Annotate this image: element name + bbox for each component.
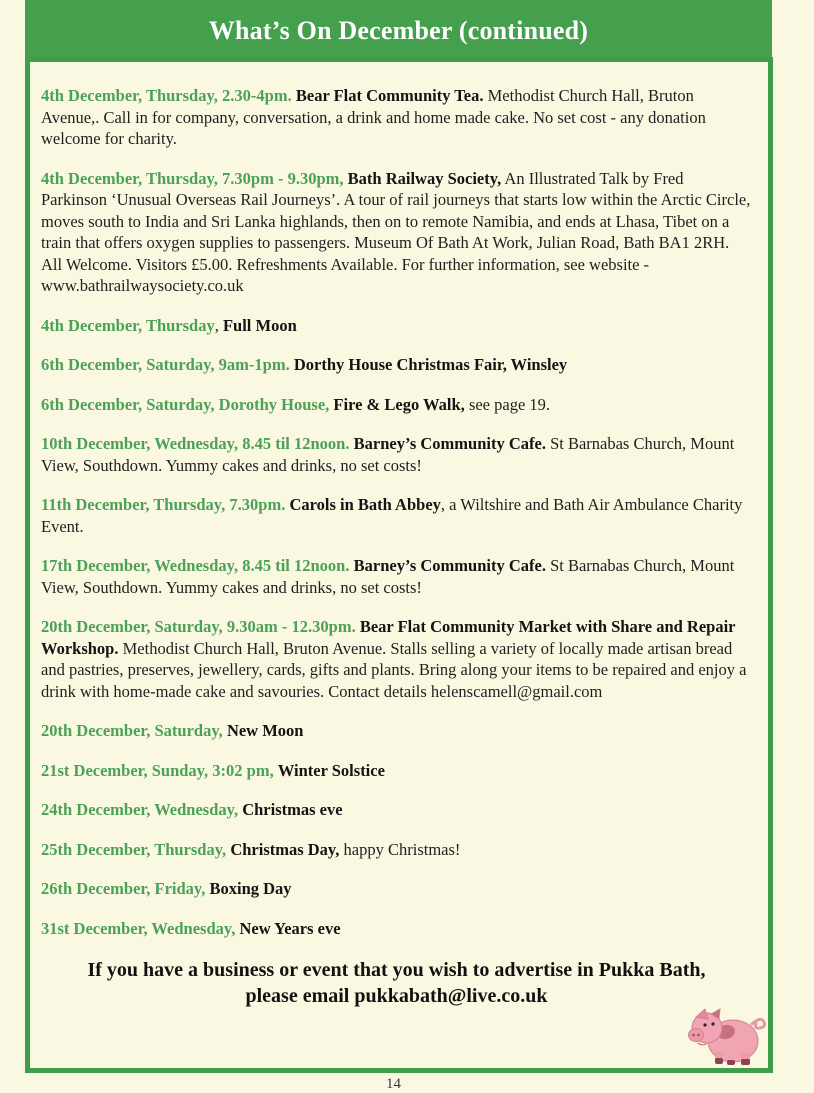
page-header [25,0,772,57]
advertise-note-line2: please email pukkabath@live.co.uk [245,985,548,1007]
event-description: see page 19. [464,394,551,414]
event-title: Barney’s Community Cafe. [353,434,546,453]
event-date: 24th December, Wednesday, [41,800,239,819]
event-item [41,839,752,861]
event-item [41,315,752,337]
event-date: 20th December, Saturday, 9.30am - 12.30pm. [41,617,356,636]
event-item [41,394,752,416]
event-date: 17th December, Wednesday, 8.45 til 12noon. [41,556,350,575]
event-date: 20th December, Saturday, [41,721,223,740]
event-title: Boxing Day [209,879,292,898]
page-title: What’s On December (continued) [208,15,589,45]
event-title: Carols in Bath Abbey [289,495,441,514]
event-item [41,918,752,940]
event-title: Barney’s Community Cafe. [353,556,546,575]
event-date: 26th December, Friday, [41,879,206,898]
event-date: 21st December, Sunday, 3:02 pm, [41,760,274,780]
event-title: Christmas eve [242,800,343,819]
event-item [41,494,752,537]
event-date: 11th December, Thursday, 7.30pm. [41,495,286,514]
event-description: , a Wiltshire and Bath Air Ambulance Charity Event. [41,495,743,536]
event-description: Methodist Church Hall, Bruton Avenue. Stalls selling a variety of locally made artisan bread and pastries, preserves, jewellery, cards, gifts and plants. Bring along your items to be repaired and enjoy a drink with home-made cake and savouries. Contact details helenscamell@gmail.com [41,638,747,701]
event-item [41,555,752,598]
event-title: Bath Railway Society, [347,168,502,188]
event-title: Bear Flat Community Market with Share and Repair Workshop. [41,617,736,658]
event-description: St Barnabas Church, Mount View, Southdown. Yummy cakes and drinks, no set costs! [41,556,735,597]
event-date: 4th December, Thursday [41,315,215,335]
event-item [41,85,752,150]
event-date: 25th December, Thursday, [41,839,227,859]
event-item [41,354,752,376]
event-date: 31st December, Wednesday, [41,918,236,938]
event-date: 4th December, Thursday, 2.30-4pm. [41,86,292,105]
event-item [41,616,752,702]
event-date: 10th December, Wednesday, 8.45 til 12noon. [41,434,350,453]
event-item [41,433,752,476]
event-item [41,799,752,821]
event-title: New Years eve [239,918,341,938]
event-description: Methodist Church Hall, Bruton Avenue,. Call in for company, conversation, a drink and home made cake. No set cost - any donation welcome for charity. [41,86,706,148]
event-title: Dorthy House Christmas Fair, Winsley [293,355,568,374]
events-panel [25,57,773,1073]
event-title: Bear Flat Community Tea. [295,86,484,105]
event-description: happy Christmas! [339,839,461,859]
event-description: An Illustrated Talk by Fred Parkinson ‘Unusual Overseas Rail Journeys’. A tour of rail journeys that starts low within the Arctic Circle, moves south to India and Sri Lanka highlands, then on to remote Namibia, and ends at Lhasa, Tibet on a train that offers oxygen supplies to passengers. Museum Of Bath At Work, Julian Road, Bath BA1 2RH. All Welcome. Visitors £5.00. Refreshments Available. For further information, see website - www.bathrailwaysociety.co.uk [41,168,751,295]
advertise-note-line1: If you have a business or event that you wish to advertise in Pukka Bath, [87,959,706,981]
event-title: Fire & Lego Walk, [333,394,465,414]
event-date: 6th December, Saturday, 9am-1pm. [41,355,290,374]
event-separator: , [214,315,223,335]
pig-illustration [688,1002,772,1066]
event-title: Winter Solstice [277,760,385,780]
advertise-note [41,957,752,1009]
event-title: New Moon [226,721,304,740]
event-item [41,168,752,297]
event-title: Christmas Day, [230,839,340,859]
event-title: Full Moon [222,315,297,335]
event-description: St Barnabas Church, Mount View, Southdown. Yummy cakes and drinks, no set costs! [41,434,735,475]
event-date: 4th December, Thursday, 7.30pm - 9.30pm, [41,168,344,188]
events-list [41,85,752,939]
event-date: 6th December, Saturday, Dorothy House, [41,394,330,414]
page-number: 14 [386,1076,401,1092]
event-item [41,720,752,742]
event-item [41,878,752,900]
event-item [41,760,752,782]
